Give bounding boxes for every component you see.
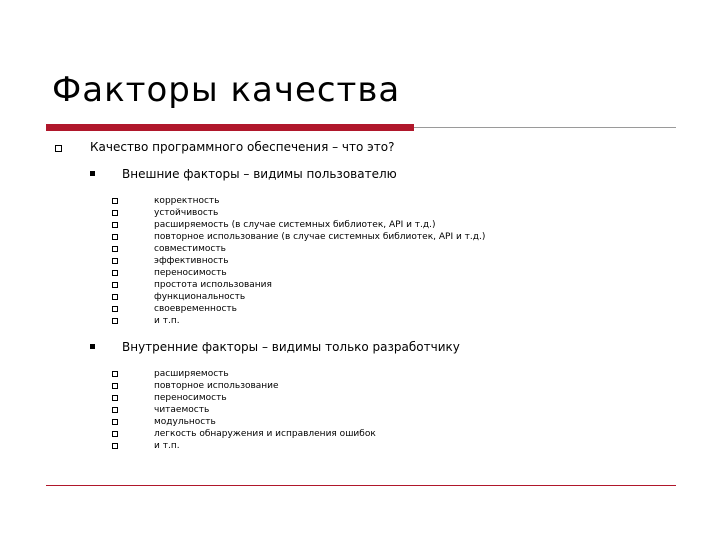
internal-item-bullet (112, 395, 118, 401)
internal-heading: Внутренние факторы – видимы только разработчику (122, 340, 460, 354)
external-item-bullet (112, 234, 118, 240)
slide-title: Факторы качества (52, 70, 401, 110)
external-item: и т.п. (154, 316, 180, 326)
internal-item-bullet (112, 383, 118, 389)
external-item-bullet (112, 318, 118, 324)
external-item-bullet (112, 294, 118, 300)
external-item-bullet (112, 210, 118, 216)
external-item-bullet (112, 258, 118, 264)
internal-item-bullet (112, 371, 118, 377)
internal-item: переносимость (154, 393, 227, 403)
internal-item-bullet (112, 431, 118, 437)
internal-item: модульность (154, 417, 216, 427)
internal-heading-bullet (90, 344, 95, 349)
level1-text: Качество программного обеспечения – что это? (90, 140, 395, 154)
external-item: совместимость (154, 244, 226, 254)
internal-item: читаемость (154, 405, 210, 415)
external-heading: Внешние факторы – видимы пользователю (122, 167, 397, 181)
internal-item-bullet (112, 407, 118, 413)
external-item-bullet (112, 282, 118, 288)
external-item-bullet (112, 198, 118, 204)
external-item: своевременность (154, 304, 237, 314)
external-item: переносимость (154, 268, 227, 278)
external-item-bullet (112, 270, 118, 276)
internal-item: повторное использование (154, 381, 279, 391)
internal-item-bullet (112, 419, 118, 425)
external-item: устойчивость (154, 208, 219, 218)
level1-bullet (55, 145, 62, 152)
external-item-bullet (112, 306, 118, 312)
internal-item: и т.п. (154, 441, 180, 451)
external-item: повторное использование (в случае системных библиотек, API и т.д.) (154, 232, 486, 242)
external-item-bullet (112, 222, 118, 228)
internal-item: расширяемость (154, 369, 229, 379)
external-item: простота использования (154, 280, 272, 290)
external-item: эффективность (154, 256, 229, 266)
external-item: расширяемость (в случае системных библиотек, API и т.д.) (154, 220, 436, 230)
footer-rule (46, 485, 676, 486)
external-item: функциональность (154, 292, 246, 302)
internal-item-bullet (112, 443, 118, 449)
external-item-bullet (112, 246, 118, 252)
external-heading-bullet (90, 171, 95, 176)
title-underline-red (46, 124, 414, 131)
internal-item: легкость обнаружения и исправления ошибок (154, 429, 376, 439)
external-item: корректность (154, 196, 220, 206)
title-underline-grey (414, 127, 676, 128)
